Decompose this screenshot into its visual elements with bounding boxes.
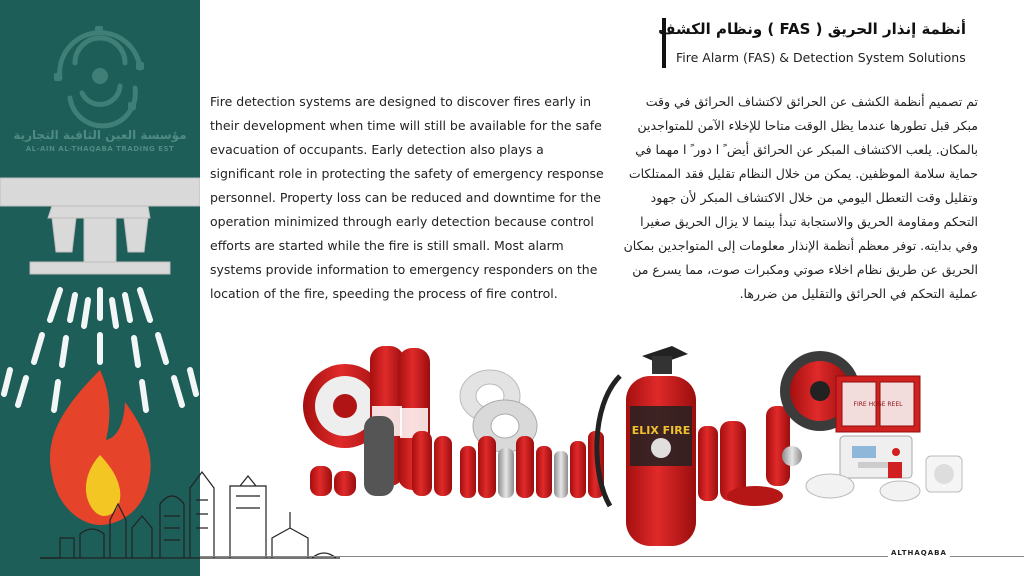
brand-name-arabic: مؤسسة العين الثاقبة التجارية: [13, 128, 187, 142]
fire-safety-products-image: [300, 336, 976, 556]
footer-brand-mark: ALTHAQABA: [888, 549, 950, 557]
company-logo-icon: [40, 18, 160, 138]
page-title-arabic: أنظمة إنذار الحريق ( FAS ) ونظام الكشف: [658, 20, 966, 38]
city-skyline-icon: [40, 468, 340, 560]
cabinet-label: FIRE HOSE REEL: [853, 401, 903, 408]
page-title-english: Fire Alarm (FAS) & Detection System Solutions: [676, 50, 966, 65]
main-extinguisher: [597, 346, 696, 546]
extinguisher-label: ELIX FIRE: [631, 424, 691, 437]
fire-hose-cabinet: [836, 376, 920, 432]
brand-name-english: AL-AIN AL-THAQABA TRADING EST: [25, 145, 175, 153]
description-arabic: تم تصميم أنظمة الكشف عن الحرائق لاكتشاف الحرائق في وقت مبكر قبل تطورها عندما يظل الوقت متاحا للإخلاء الآمن للمتواجدين بالمكان. يلعب الاكتشاف المبكر عن الحرائق أيض ً ا دور ً ا مهما في حماية سلامة الموظفين. يمكن من خلال النظام تقليل فقد الممتلكات وتقليل وقت التعطل اليومي من خلال الاكتشاف المبكر لأن جهود التحكم ومقاومة الحريق والاستجابة تبدأ بينما لا يزال الحريق صغيرا وفي بدايته. توفر معظم أنظمة الإنذار معلومات إلى المتواجدين بمكان الحريق عن طريق نظام اخلاء صوتي ومكبرات صوت، مما يسرع من عملية التحكم في الحرائق والتقليل من ضررها.: [623, 94, 978, 301]
description-english: Fire detection systems are designed to discover fires early in their development when time will still be available for the safe evacuation of occupants. Early detection also plays a significant role in protecting the safety of emergency response personnel. Property loss can be reduced and downtime for the operation minimized through early detection because control efforts are started while the fire is still small. Most alarm systems provide information to emergency responders on the location of the fire, speeding the process of fire control.: [210, 94, 604, 301]
